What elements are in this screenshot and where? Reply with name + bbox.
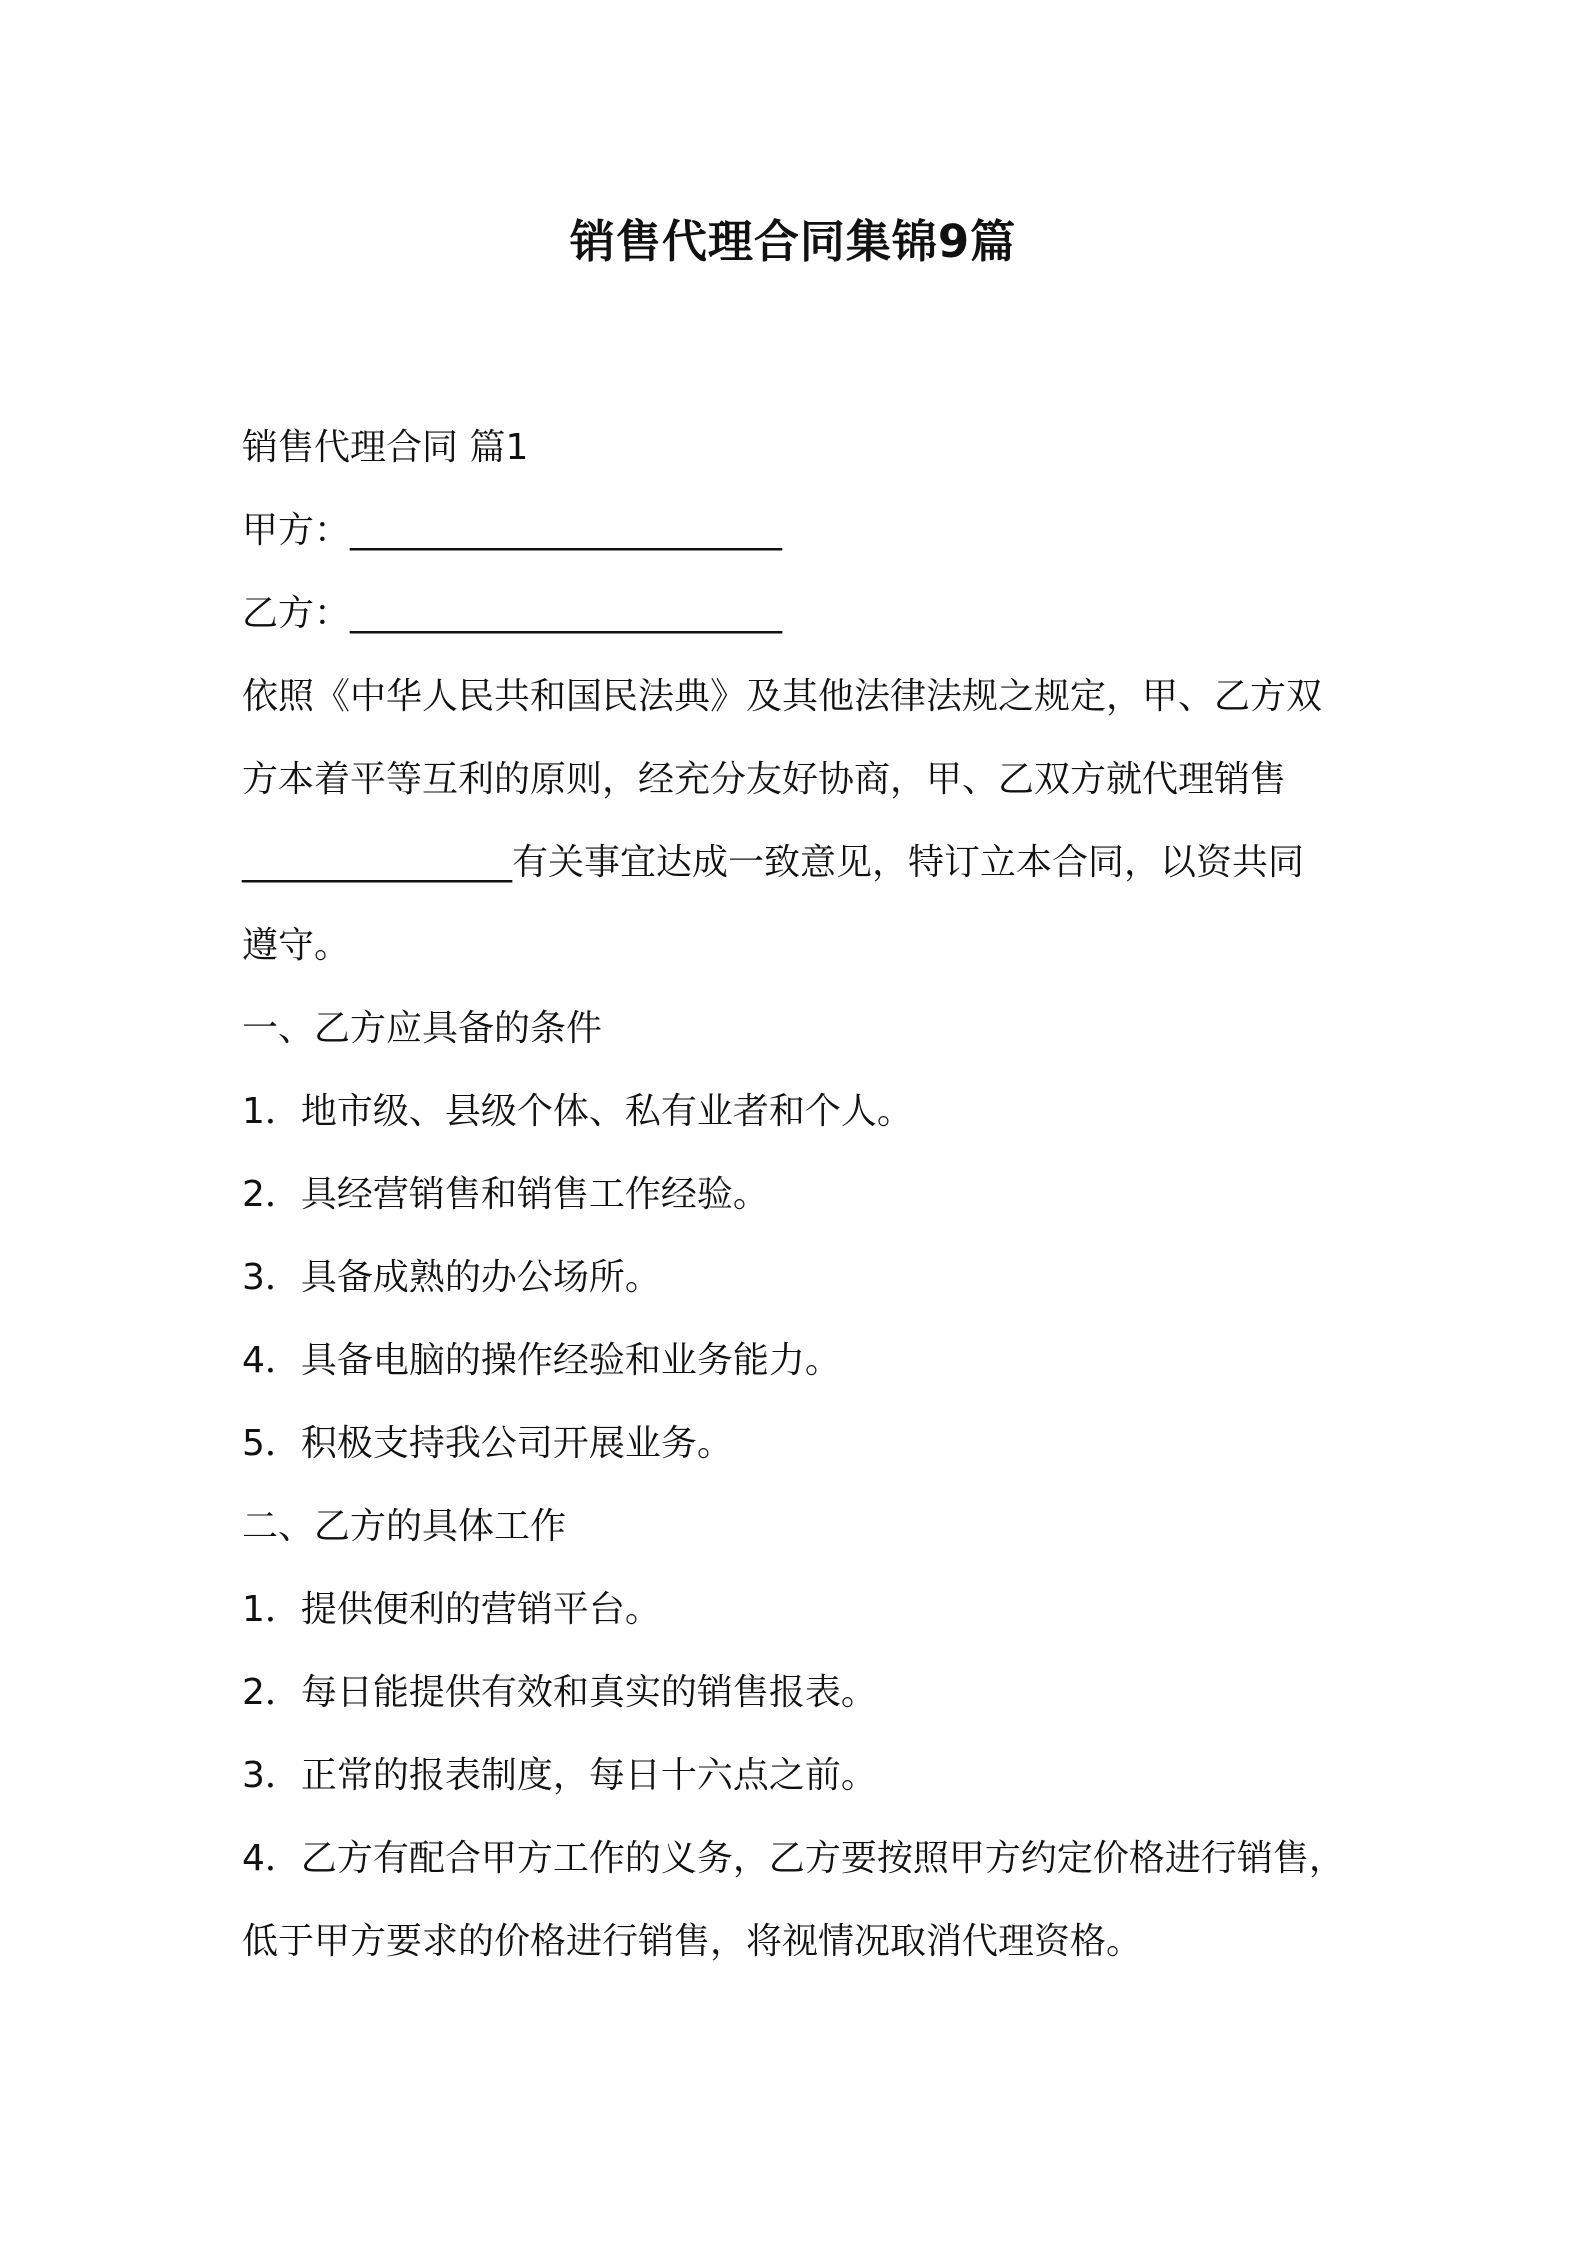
section1-item-4: 4．具备电脑的操作经验和业务能力。 [242, 1340, 841, 1381]
section2-item-3: 3．正常的报表制度，每日十六点之前。 [242, 1755, 877, 1796]
intro-line-4: 遵守。 [242, 925, 351, 966]
document-body [242, 406, 1382, 1983]
section1-item-2: 2．具经营销售和销售工作经验。 [242, 1174, 769, 1215]
intro-line-3: _______________有关事宜达成一致意见，特订立本合同，以资共同 [242, 842, 1305, 883]
intro-line-1: 依照《中华人民共和国民法典》及其他法律法规之规定，甲、乙方双 [242, 676, 1323, 717]
section2-item-4-line-2: 低于甲方要求的价格进行销售，将视情况取消代理资格。 [242, 1921, 1143, 1962]
section2-item-1: 1．提供便利的营销平台。 [242, 1589, 661, 1630]
intro-line-2: 方本着平等互利的原则，经充分友好协商，甲、乙双方就代理销售 [242, 759, 1287, 800]
section-title: 销售代理合同 篇1 [242, 427, 529, 468]
section2-item-4-line-1: 4．乙方有配合甲方工作的义务，乙方要按照甲方约定价格进行销售， [242, 1838, 1345, 1879]
section1-item-3: 3．具备成熟的办公场所。 [242, 1257, 661, 1298]
section1-item-1: 1．地市级、县级个体、私有业者和个人。 [242, 1091, 913, 1132]
party-b-line: 乙方：________________________ [242, 593, 783, 634]
section1-heading: 一、乙方应具备的条件 [242, 1008, 603, 1049]
section2-item-2: 2．每日能提供有效和真实的销售报表。 [242, 1672, 877, 1713]
document-title: 销售代理合同集锦9篇 [569, 215, 1017, 268]
party-a-line: 甲方：________________________ [242, 510, 783, 551]
section1-item-5: 5．积极支持我公司开展业务。 [242, 1423, 733, 1464]
section2-heading: 二、乙方的具体工作 [242, 1506, 567, 1547]
